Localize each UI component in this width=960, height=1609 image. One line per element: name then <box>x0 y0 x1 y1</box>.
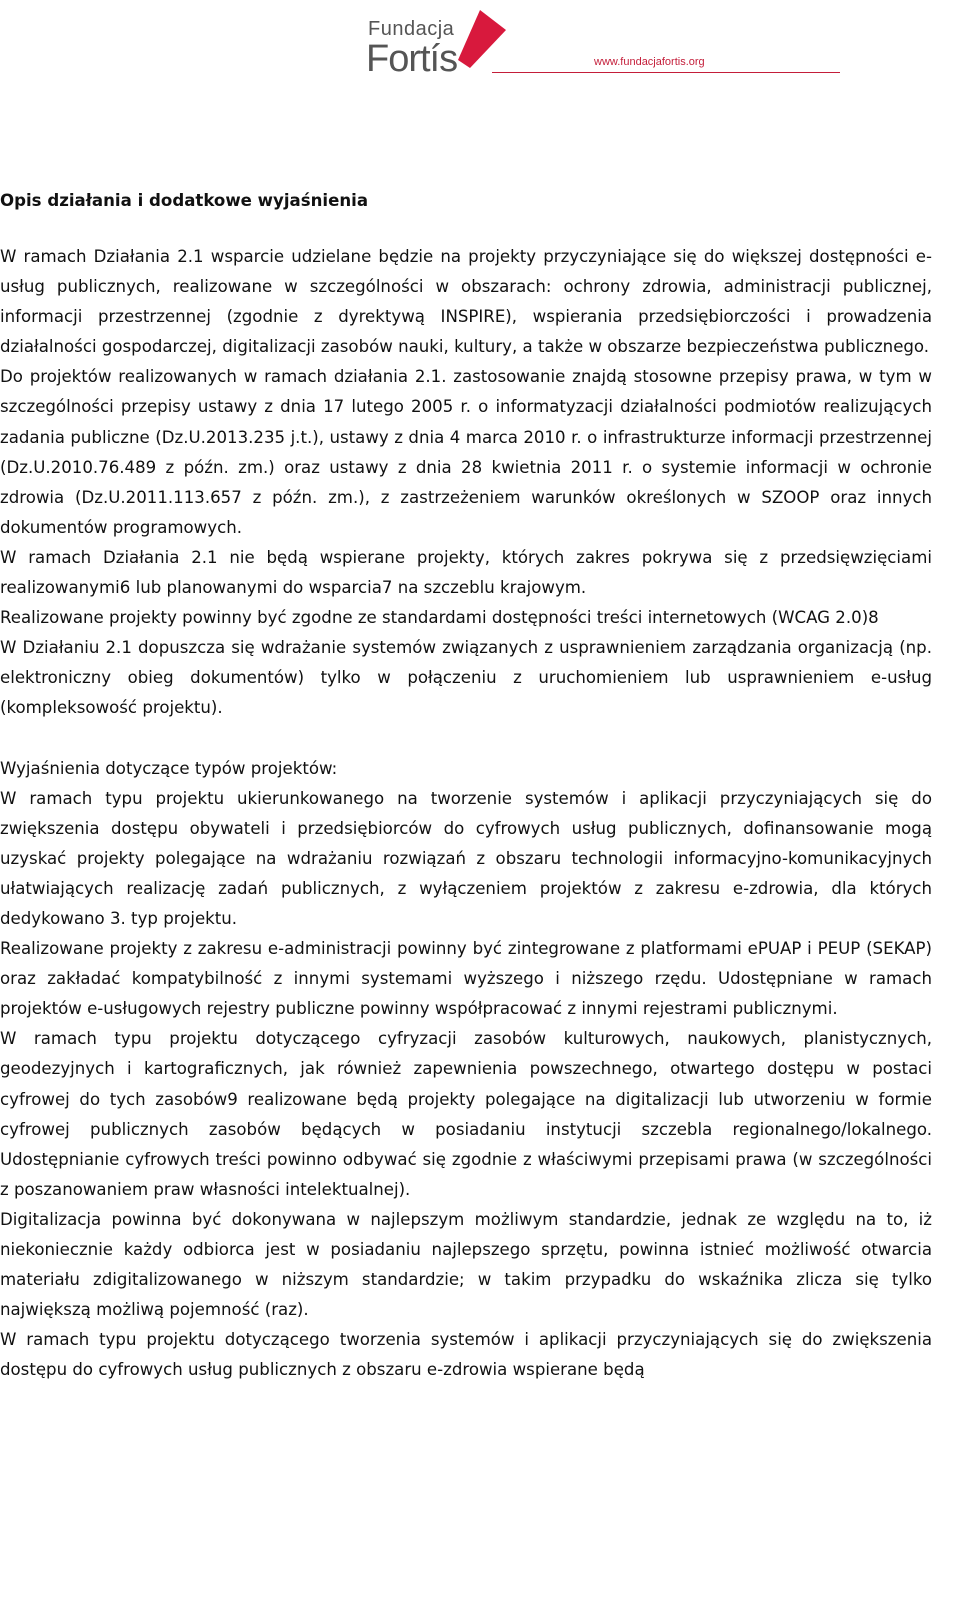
document-heading: Opis działania i dodatkowe wyjaśnienia <box>0 191 369 210</box>
logo-mark-icon <box>450 8 506 70</box>
paragraph-gap <box>0 724 932 754</box>
section-title: Wyjaśnienia dotyczące typów projektów: <box>0 758 338 778</box>
paragraph: W ramach typu projektu dotyczącego cyfryzacji zasobów kulturowych, naukowych, planistycznych, geodezyjnych i kartograficznych, jak również zapewnienia powszechnego, otwartego dostępu w postaci cyfrowej do tych zasobów9 realizowane będą projekty polegające na digitalizacji lub utworzeniu w formie cyfrowej publicznych zasobów będących w posiadaniu instytucji szczebla regionalnego/lokalnego. Udostępnianie cyfrowych treści powinno odbywać się zgodnie z właściwymi przepisami prawa (w szczególności z poszanowaniem praw własności intelektualnej). <box>0 1029 932 1199</box>
page-header <box>0 0 960 90</box>
site-url[interactable]: www.fundacjafortis.org <box>594 56 705 68</box>
paragraph: Realizowane projekty z zakresu e-administracji powinny być zintegrowane z platformami ePUAP i PEUP (SEKAP) oraz zakładać kompatybilność z innymi systemami wyższego i niższego rzędu. Udostępniane w ramach projektów e-usługowych rejestry publiczne powinny współpracować z innymi rejestrami publicznymi. <box>0 939 932 1019</box>
paragraph: W ramach typu projektu ukierunkowanego na tworzenie systemów i aplikacji przyczyniających się do zwiększenia dostępu obywateli i przedsiębiorców do cyfrowych usług publicznych, dofinansowanie mogą uzyskać projekty polegające na wdrażaniu rozwiązań z obszaru technologii informacyjno-komunikacyjnych ułatwiających realizację zadań publicznych, z wyłączeniem projektów z zakresu e-zdrowia, dla których dedykowano 3. typ projektu. <box>0 788 932 928</box>
paragraph: Do projektów realizowanych w ramach działania 2.1. zastosowanie znajdą stosowne przepisy prawa, w tym w szczególności przepisy ustawy z dnia 17 lutego 2005 r. o informatyzacji działalności podmiotów realizujących zadania publiczne (Dz.U.2013.235 j.t.), ustawy z dnia 4 marca 2010 r. o infrastrukturze informacji przestrzennej (Dz.U.2010.76.489 z późn. zm.) oraz ustawy z dnia 28 kwietnia 2011 r. o systemie informacji w ochronie zdrowia (Dz.U.2011.113.657 z późn. zm.), z zastrzeżeniem warunków określonych w SZOOP oraz innych dokumentów programowych. <box>0 367 932 537</box>
paragraph: Digitalizacja powinna być dokonywana w najlepszym możliwym standardzie, jednak ze względu na to, iż niekoniecznie każdy odbiorca jest w posiadaniu najlepszego sprzętu, powinna istnieć możliwość otwarcia materiału zdigitalizowanego w niższym standardzie; w takim przypadku do wskaźnika zlicza się tylko największą możliwą pojemność (raz). <box>0 1209 932 1320</box>
fundacja-fortis-logo <box>366 6 516 78</box>
paragraph: W Działaniu 2.1 dopuszcza się wdrażanie systemów związanych z usprawnieniem zarządzania organizacją (np. elektroniczny obieg dokumentów) tylko w połączeniu z uruchomieniem lub usprawnieniem e-usług (kompleksowość projektu). <box>0 638 932 718</box>
paragraph: Realizowane projekty powinny być zgodne ze standardami dostępności treści internetowych (WCAG 2.0)8 <box>0 608 879 628</box>
paragraph: W ramach Działania 2.1 nie będą wspierane projekty, których zakres pokrywa się z przedsięwzięciami realizowanymi6 lub planowanymi do wsparcia7 na szczeblu krajowym. <box>0 547 932 598</box>
paragraph: W ramach typu projektu dotyczącego tworzenia systemów i aplikacji przyczyniających się do zwiększenia dostępu do cyfrowych usług publicznych z obszaru e-zdrowia wspierane będą <box>0 1330 932 1380</box>
logo-text-fundacja: Fundacja <box>368 18 455 40</box>
document-body <box>0 186 932 1385</box>
logo-text-fortis: Fortís <box>366 38 458 80</box>
header-divider <box>492 72 840 73</box>
paragraph: W ramach Działania 2.1 wsparcie udzielane będzie na projekty przyczyniające się do większej dostępności e-usług publicznych, realizowane w szczególności w obszarach: ochrony zdrowia, administracji publicznej, informacji przestrzennej (zgodnie z dyrektywą INSPIRE), wspierania przedsiębiorczości i prowadzenia działalności gospodarczej, digitalizacji zasobów nauki, kultury, a także w obszarze bezpieczeństwa publicznego. <box>0 247 932 357</box>
